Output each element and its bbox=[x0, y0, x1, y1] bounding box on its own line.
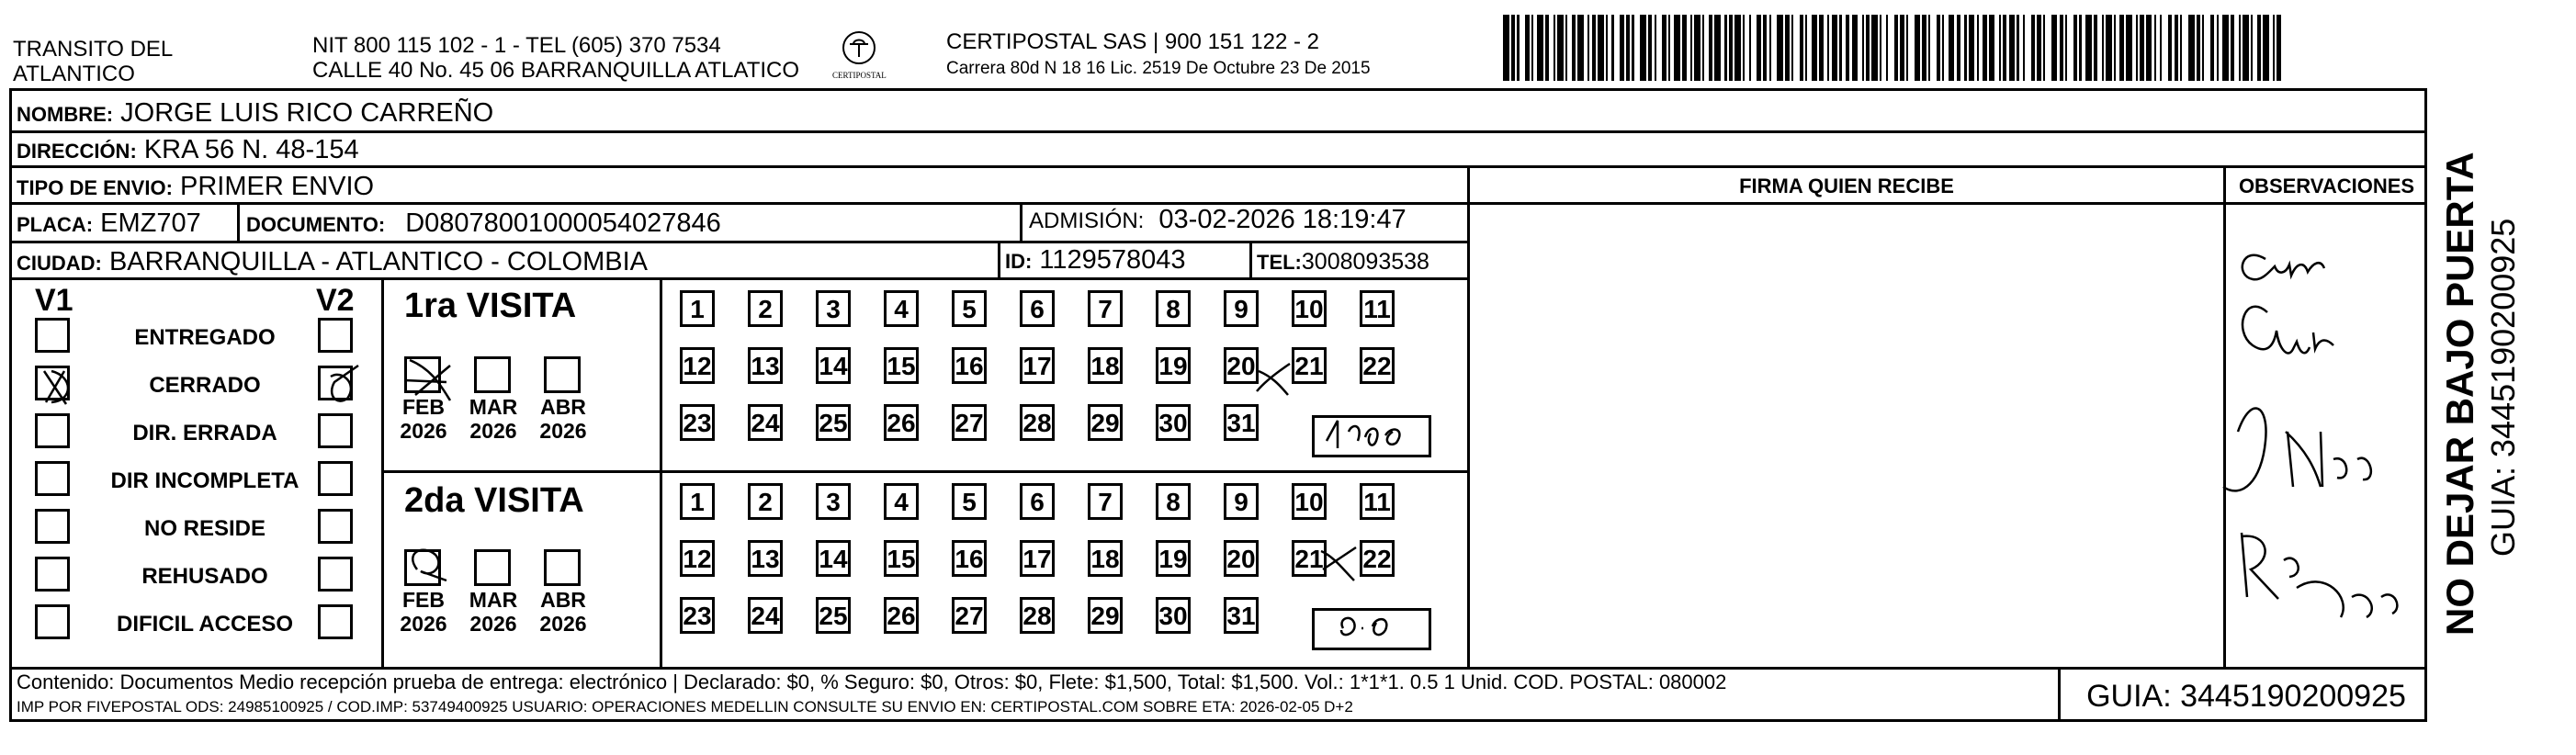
month-year: 2026 bbox=[469, 612, 517, 636]
month-checkbox[interactable] bbox=[474, 356, 511, 393]
month-name: MAR bbox=[469, 588, 518, 612]
day-box[interactable]: 15 bbox=[884, 347, 919, 384]
day-box[interactable]: 29 bbox=[1088, 404, 1123, 441]
admision-value: 03-02-2026 18:19:47 bbox=[1158, 205, 1407, 234]
nombre-value: JORGE LUIS RICO CARREÑO bbox=[120, 98, 494, 128]
logo-text: CERTIPOSTAL bbox=[832, 71, 887, 80]
org-name-line2: ATLANTICO bbox=[13, 62, 135, 86]
month-label bbox=[465, 395, 522, 443]
barcode-bar bbox=[1614, 15, 1621, 81]
address-line: CALLE 40 No. 45 06 BARRANQUILLA ATLATICO bbox=[312, 58, 800, 83]
tel-row bbox=[1257, 246, 1429, 278]
month-year: 2026 bbox=[469, 419, 517, 443]
day-box[interactable]: 13 bbox=[748, 540, 783, 577]
v1-checkbox[interactable] bbox=[35, 604, 70, 639]
barcode-bar bbox=[1930, 15, 1937, 81]
id-label: ID: bbox=[1005, 250, 1033, 273]
month-label bbox=[535, 588, 592, 636]
ciudad-value: BARRANQUILLA - ATLANTICO - COLOMBIA bbox=[108, 247, 648, 276]
day-box[interactable]: 31 bbox=[1224, 597, 1259, 634]
status-label: DIR. ERRADA bbox=[132, 421, 277, 445]
barcode-bar bbox=[1714, 15, 1721, 81]
day-box[interactable]: 5 bbox=[952, 290, 987, 327]
org-contact bbox=[312, 33, 799, 83]
tel-label: TEL: bbox=[1257, 251, 1302, 274]
barcode-bar bbox=[1888, 15, 1894, 81]
v1-checkbox[interactable] bbox=[35, 509, 70, 544]
barcode-bar bbox=[1503, 15, 1509, 81]
barcode-bar bbox=[2067, 15, 2073, 81]
barcode-bar bbox=[1832, 15, 1838, 81]
documento-label: DOCUMENTO: bbox=[246, 213, 386, 236]
day-box[interactable]: 1 bbox=[680, 483, 715, 520]
company-info bbox=[946, 29, 1371, 80]
tel-value: 3008093538 bbox=[1301, 249, 1429, 275]
v1-checkbox[interactable] bbox=[35, 318, 70, 353]
day-box[interactable]: 22 bbox=[1360, 347, 1395, 384]
day-box[interactable]: 14 bbox=[816, 347, 851, 384]
day-box[interactable]: 4 bbox=[884, 290, 919, 327]
barcode-bar bbox=[1949, 15, 1955, 81]
day-box[interactable]: 2 bbox=[748, 290, 783, 327]
day-box[interactable]: 27 bbox=[952, 597, 987, 634]
status-label: CERRADO bbox=[149, 373, 261, 398]
month-name: ABR bbox=[540, 588, 586, 612]
month-year: 2026 bbox=[400, 612, 447, 636]
day-box[interactable]: 16 bbox=[952, 347, 987, 384]
status-label: REHUSADO bbox=[141, 564, 268, 589]
month-checkbox[interactable] bbox=[404, 549, 441, 586]
day-box[interactable]: 17 bbox=[1020, 540, 1055, 577]
day-box[interactable]: 7 bbox=[1088, 290, 1123, 327]
day-box[interactable]: 23 bbox=[680, 404, 715, 441]
org-name bbox=[13, 37, 173, 86]
month-name: FEB bbox=[402, 588, 445, 612]
day-box[interactable]: 1 bbox=[680, 290, 715, 327]
month-label bbox=[535, 395, 592, 443]
direccion-value: KRA 56 N. 48-154 bbox=[143, 135, 359, 164]
org-name-line1: TRANSITO DEL bbox=[13, 37, 174, 62]
id-value: 1129578043 bbox=[1039, 245, 1186, 275]
logo-icon bbox=[841, 29, 877, 66]
footer-line1: Contenido: Documentos Medio recepción prueba de entrega: electrónico | Declarado: $0, % Seguro: $0, Otros: $0, Flete: $1,500, Total: $1,500. Vol.: 1*1*1. 0.5 1 Unid. COD. POSTAL: 080002 bbox=[17, 670, 1727, 693]
month-label bbox=[395, 395, 452, 443]
firma-header: FIRMA QUIEN RECIBE bbox=[1739, 175, 1954, 197]
visit1-time-box[interactable] bbox=[1312, 415, 1431, 457]
status-label: DIFICIL ACCESO bbox=[116, 612, 293, 637]
barcode-bar bbox=[1777, 15, 1783, 81]
day-box[interactable]: 21 bbox=[1292, 540, 1327, 577]
barcode-bar bbox=[1640, 15, 1646, 81]
barcode-bar bbox=[1694, 15, 1700, 81]
month-year: 2026 bbox=[539, 419, 587, 443]
barcode-bar bbox=[1520, 15, 1526, 81]
barcode-bar bbox=[2106, 15, 2112, 81]
day-box[interactable]: 7 bbox=[1088, 483, 1123, 520]
day-box[interactable]: 23 bbox=[680, 597, 715, 634]
day-box[interactable]: 29 bbox=[1088, 597, 1123, 634]
day-box[interactable]: 19 bbox=[1156, 347, 1191, 384]
day-box[interactable]: 30 bbox=[1156, 597, 1191, 634]
barcode bbox=[1503, 15, 2284, 81]
month-label bbox=[395, 588, 452, 636]
v1-checkbox[interactable] bbox=[35, 413, 70, 448]
barcode-bar bbox=[1812, 15, 1818, 81]
day-box[interactable]: 3 bbox=[816, 290, 851, 327]
admision-label: ADMISIÓN: bbox=[1029, 208, 1145, 233]
day-box[interactable]: 28 bbox=[1020, 597, 1055, 634]
footer-guia: GUIA: 3445190200925 bbox=[2086, 679, 2406, 714]
day-box[interactable]: 10 bbox=[1292, 290, 1327, 327]
barcode-bar bbox=[1656, 15, 1663, 81]
day-box[interactable]: 13 bbox=[748, 347, 783, 384]
barcode-bar bbox=[1598, 15, 1604, 81]
ciudad-label: CIUDAD: bbox=[17, 252, 102, 275]
day-box[interactable]: 20 bbox=[1224, 347, 1259, 384]
day-box[interactable]: 14 bbox=[816, 540, 851, 577]
month-name: ABR bbox=[540, 395, 586, 419]
day-box[interactable]: 17 bbox=[1020, 347, 1055, 384]
barcode-bar bbox=[1751, 15, 1757, 81]
id-row bbox=[1005, 244, 1186, 277]
barcode-bar bbox=[1557, 15, 1564, 81]
ciudad-row bbox=[17, 246, 648, 279]
barcode-bar bbox=[1915, 15, 1921, 81]
barcode-bar bbox=[1989, 15, 1995, 81]
day-box[interactable]: 27 bbox=[952, 404, 987, 441]
observaciones-header: OBSERVACIONES bbox=[2238, 175, 2415, 197]
month-name: MAR bbox=[469, 395, 518, 419]
side-guia: GUIA: 3445190200925 bbox=[2484, 218, 2522, 557]
day-box[interactable]: 4 bbox=[884, 483, 919, 520]
barcode-bar bbox=[2281, 15, 2283, 81]
day-box[interactable]: 24 bbox=[748, 597, 783, 634]
day-box[interactable]: 3 bbox=[816, 483, 851, 520]
v1-checkbox[interactable] bbox=[35, 557, 70, 592]
barcode-bar bbox=[2182, 15, 2188, 81]
tipo-value: PRIMER ENVIO bbox=[179, 172, 375, 201]
barcode-bar bbox=[2222, 15, 2229, 81]
v1-checkbox[interactable] bbox=[35, 366, 70, 400]
license-line: Carrera 80d N 18 16 Lic. 2519 De Octubre 23 De 2015 bbox=[946, 59, 1371, 78]
day-box[interactable]: 22 bbox=[1360, 540, 1395, 577]
status-label: ENTREGADO bbox=[134, 325, 276, 350]
day-box[interactable]: 6 bbox=[1020, 290, 1055, 327]
nit-line: NIT 800 115 102 - 1 - TEL (605) 370 7534 bbox=[312, 33, 721, 58]
placa-value: EMZ707 bbox=[100, 208, 201, 238]
barcode-bar bbox=[1852, 15, 1859, 81]
month-checkbox[interactable] bbox=[404, 356, 441, 393]
month-checkbox[interactable] bbox=[474, 549, 511, 586]
day-box[interactable]: 30 bbox=[1156, 404, 1191, 441]
direccion-row bbox=[17, 134, 359, 167]
barcode-bar bbox=[2045, 15, 2051, 81]
day-box[interactable]: 20 bbox=[1224, 540, 1259, 577]
barcode-bar bbox=[2009, 15, 2016, 81]
day-box[interactable]: 8 bbox=[1156, 483, 1191, 520]
barcode-bar bbox=[1734, 15, 1741, 81]
day-box[interactable]: 28 bbox=[1020, 404, 1055, 441]
day-box[interactable]: 18 bbox=[1088, 540, 1123, 577]
day-box[interactable]: 12 bbox=[680, 347, 715, 384]
day-box[interactable]: 9 bbox=[1224, 483, 1259, 520]
nombre-label: NOMBRE: bbox=[17, 103, 114, 126]
day-box[interactable]: 2 bbox=[748, 483, 783, 520]
barcode-bar bbox=[1577, 15, 1584, 81]
month-checkbox[interactable] bbox=[544, 549, 581, 586]
barcode-bar bbox=[1537, 15, 1543, 81]
documento-value: D08078001000054027846 bbox=[405, 208, 721, 238]
company-line: CERTIPOSTAL SAS | 900 151 122 - 2 bbox=[946, 29, 1319, 54]
direccion-label: DIRECCIÓN: bbox=[17, 140, 137, 163]
day-box[interactable]: 9 bbox=[1224, 290, 1259, 327]
placa-label: PLACA: bbox=[17, 213, 94, 236]
admision-row bbox=[1029, 204, 1407, 237]
barcode-bar bbox=[1908, 15, 1915, 81]
nombre-row bbox=[17, 97, 493, 130]
day-box[interactable]: 18 bbox=[1088, 347, 1123, 384]
day-box[interactable]: 24 bbox=[748, 404, 783, 441]
day-box[interactable]: 19 bbox=[1156, 540, 1191, 577]
documento-row bbox=[246, 208, 721, 241]
visit2-time-box[interactable] bbox=[1312, 608, 1431, 650]
barcode-bar bbox=[2188, 15, 2195, 81]
barcode-bar bbox=[2243, 15, 2249, 81]
day-box[interactable]: 25 bbox=[816, 404, 851, 441]
barcode-bar bbox=[2126, 15, 2132, 81]
barcode-bar bbox=[2085, 15, 2092, 81]
month-year: 2026 bbox=[539, 612, 587, 636]
day-box[interactable]: 5 bbox=[952, 483, 987, 520]
visit1-title: 1ra VISITA bbox=[404, 287, 577, 325]
v1-checkbox[interactable] bbox=[35, 461, 70, 496]
day-box[interactable]: 31 bbox=[1224, 404, 1259, 441]
barcode-bar bbox=[2263, 15, 2269, 81]
month-label bbox=[465, 588, 522, 636]
barcode-bar bbox=[2025, 15, 2031, 81]
day-box[interactable]: 10 bbox=[1292, 483, 1327, 520]
barcode-bar bbox=[1871, 15, 1878, 81]
visit2-title: 2da VISITA bbox=[404, 481, 584, 520]
month-checkbox[interactable] bbox=[544, 356, 581, 393]
v1-header: V1 bbox=[35, 283, 73, 318]
barcode-bar bbox=[1674, 15, 1680, 81]
status-label: DIR INCOMPLETA bbox=[110, 468, 299, 493]
day-box[interactable]: 11 bbox=[1360, 483, 1395, 520]
status-label: NO RESIDE bbox=[143, 516, 266, 541]
side-warning: NO DEJAR BAJO PUERTA bbox=[2438, 152, 2481, 636]
barcode-bar bbox=[1969, 15, 1975, 81]
day-box[interactable]: 25 bbox=[816, 597, 851, 634]
day-box[interactable]: 16 bbox=[952, 540, 987, 577]
day-box[interactable]: 15 bbox=[884, 540, 919, 577]
footer-line2: IMP POR FIVEPOSTAL ODS: 24985100925 / COD.IMP: 53749400925 USUARIO: OPERACIONES MEDELLIN CONSULTE SU ENVIO EN: CERTIPOSTAL.COM SOBRE ETA: 2026-02-05 D+2 bbox=[17, 698, 1353, 716]
certipostal-logo bbox=[832, 29, 886, 85]
barcode-bar bbox=[2204, 15, 2210, 81]
day-box[interactable]: 6 bbox=[1020, 483, 1055, 520]
barcode-bar bbox=[1793, 15, 1800, 81]
placa-row bbox=[17, 208, 201, 241]
month-year: 2026 bbox=[400, 419, 447, 443]
day-box[interactable]: 12 bbox=[680, 540, 715, 577]
month-name: FEB bbox=[402, 395, 445, 419]
tipo-label: TIPO DE ENVIO: bbox=[17, 176, 173, 199]
barcode-bar bbox=[2146, 15, 2152, 81]
barcode-bar bbox=[2051, 15, 2058, 81]
day-box[interactable]: 11 bbox=[1360, 290, 1395, 327]
barcode-bar bbox=[2162, 15, 2168, 81]
day-box[interactable]: 8 bbox=[1156, 290, 1191, 327]
v2-header: V2 bbox=[316, 283, 355, 318]
day-box[interactable]: 21 bbox=[1292, 347, 1327, 384]
day-box[interactable]: 26 bbox=[884, 404, 919, 441]
barcode-bar bbox=[1634, 15, 1641, 81]
day-box[interactable]: 26 bbox=[884, 597, 919, 634]
tipo-row bbox=[17, 171, 374, 204]
barcode-bar bbox=[1771, 15, 1778, 81]
